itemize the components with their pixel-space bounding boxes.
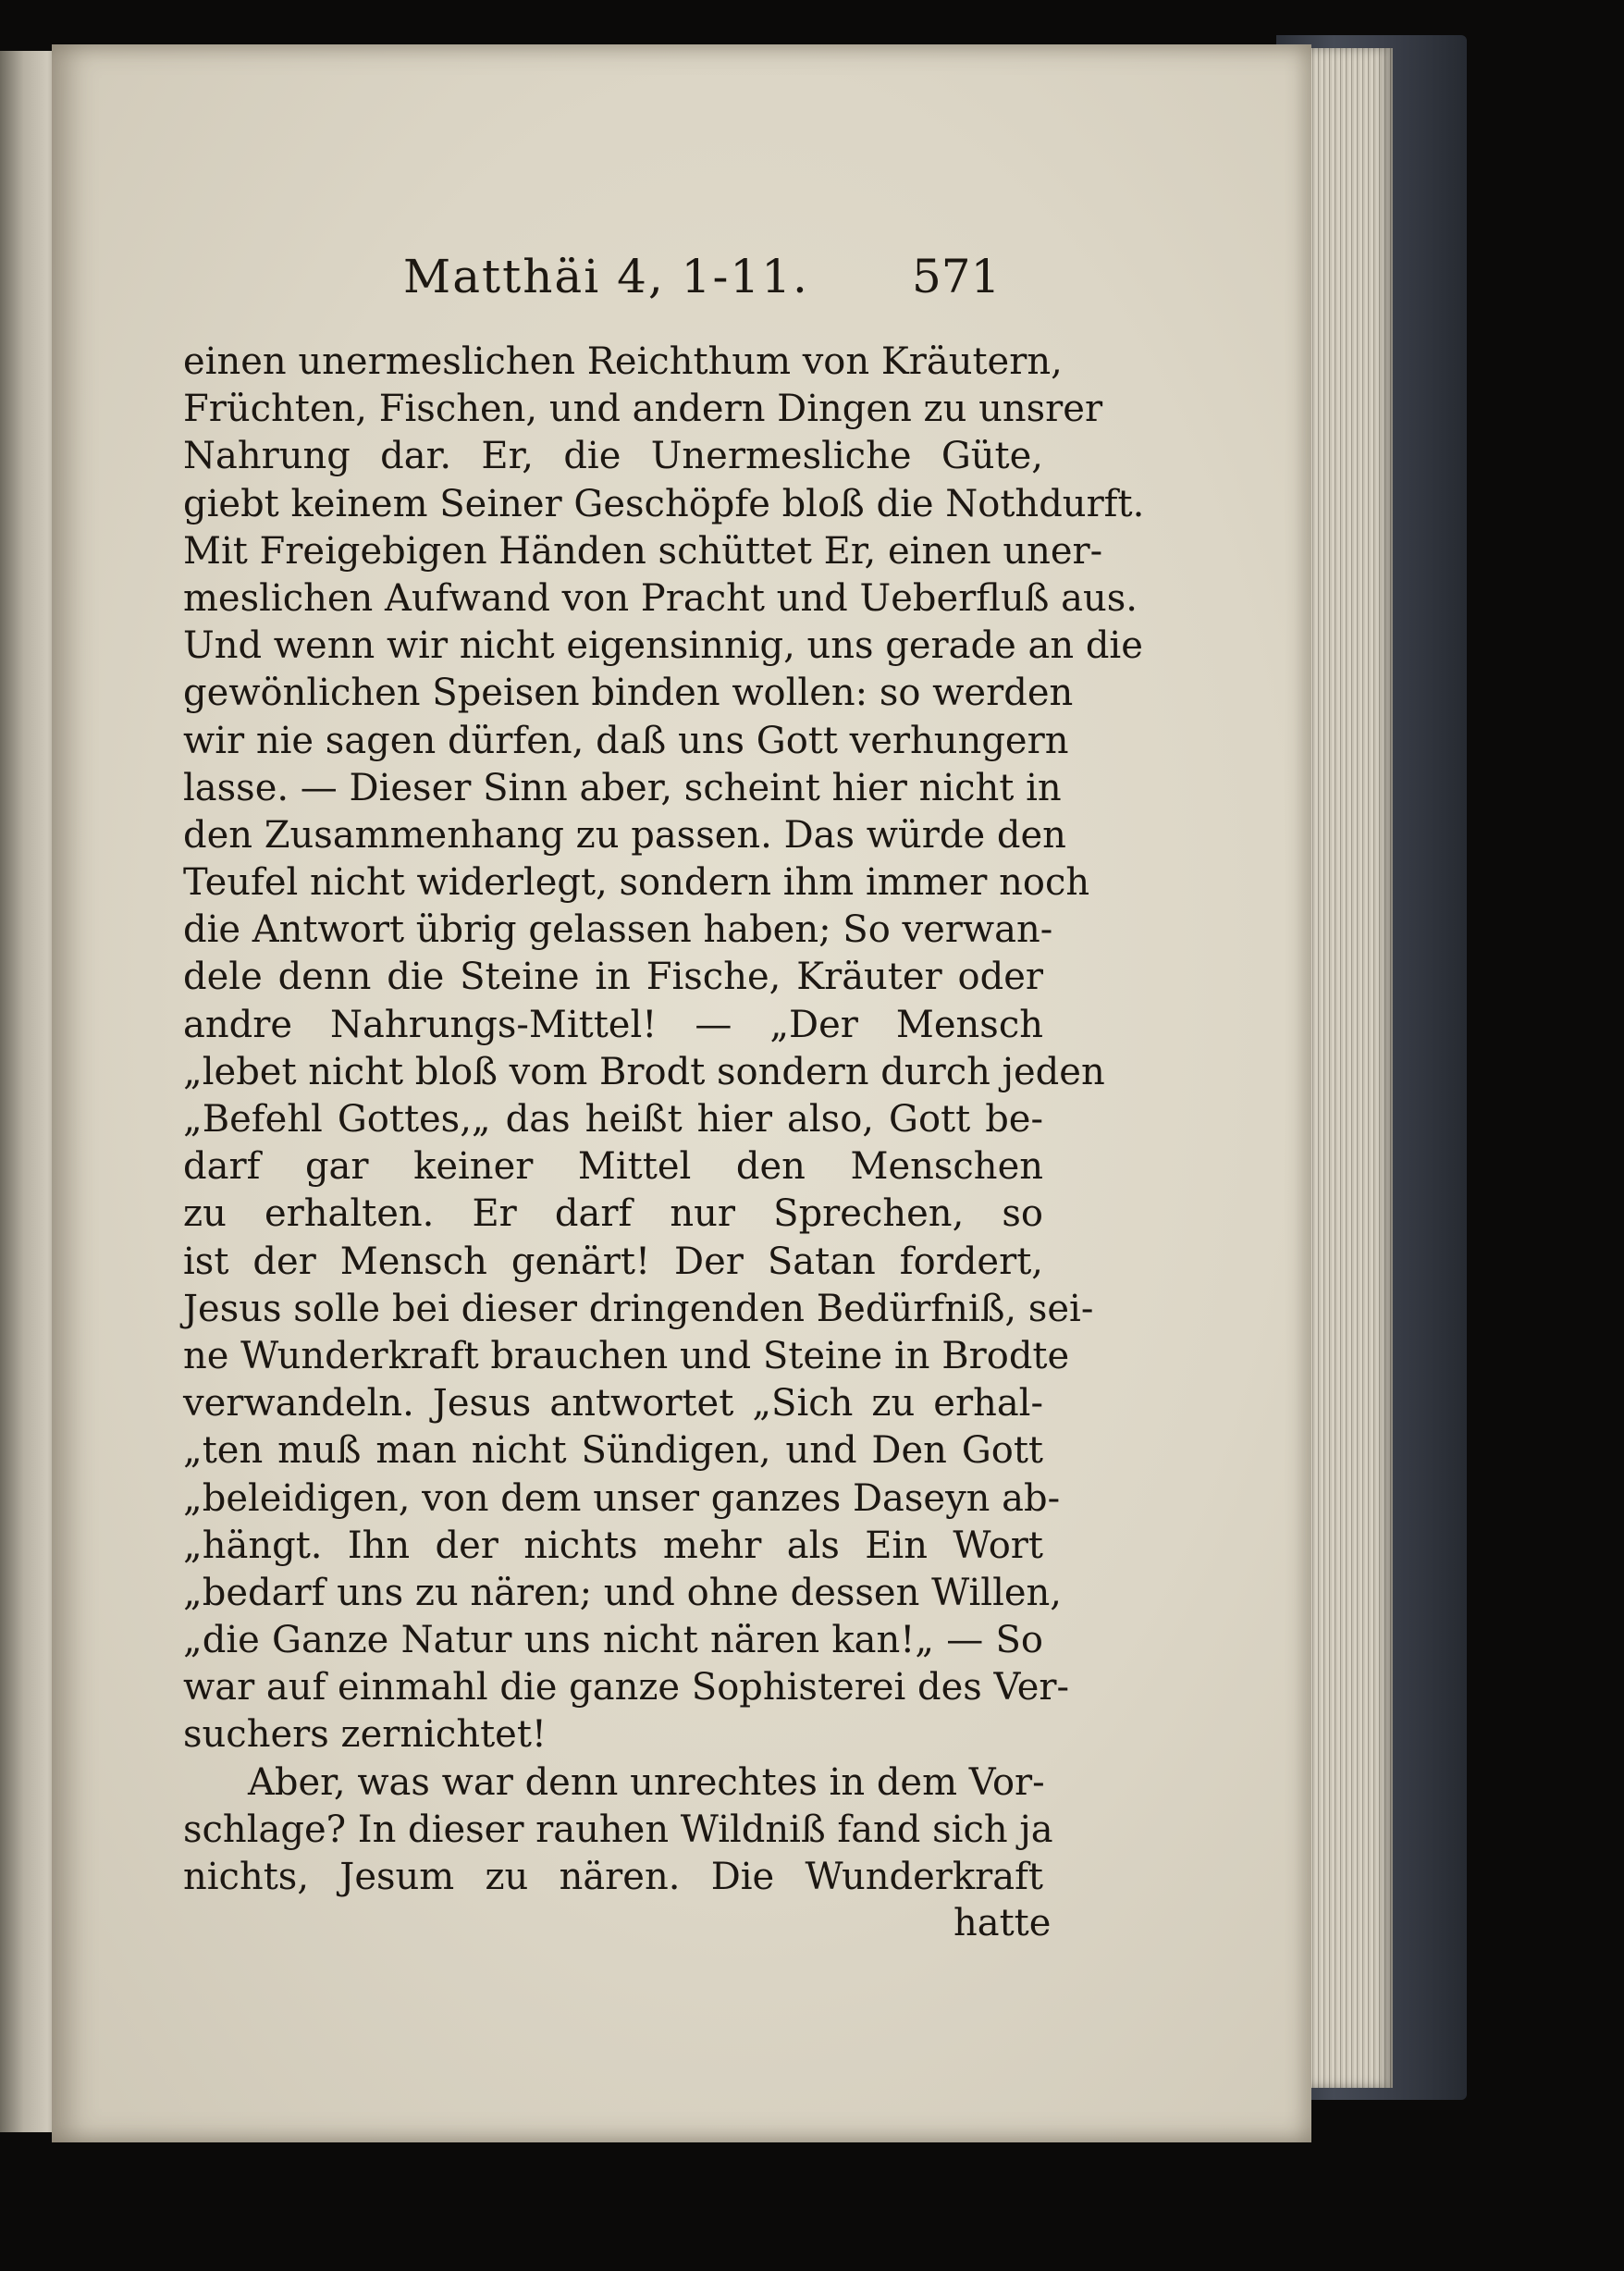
text-line: verwandeln. Jesus antwortet „Sich zu erhal- [183,1382,1043,1426]
text-line: meslichen Aufwand von Pracht und Ueberfluß aus. [183,576,1138,620]
text-line: Mit Freigebigen Händen schüttet Er, einen uner- [183,529,1103,573]
text-line: giebt keinem Seiner Geschöpfe bloß die Nothdurft. [183,482,1145,525]
text-line: „ten muß man nicht Sündigen, und Den Gott [183,1429,1043,1473]
text-line: nichts, Jesum zu nären. Die Wunderkraft [183,1856,1043,1898]
text-line: ne Wunderkraft brauchen und Steine in Brodte [183,1334,1070,1377]
text-line: dele denn die Steine in Fische, Kräuter oder [183,956,1043,999]
text-line: schlage? In dieser rauhen Wildniß fand sich ja [183,1808,1053,1851]
text-line: „bedarf uns zu nären; und ohne dessen Willen, [183,1571,1063,1614]
text-line: war auf einmahl die ganze Sophisterei des Ver- [183,1666,1070,1709]
text-line: zu erhalten. Er darf nur Sprechen, so [183,1192,1043,1236]
body-text [183,339,1145,1901]
catchword: hatte [953,1902,1052,1944]
page-header [403,250,1328,305]
text-line: „die Ganze Natur uns nicht nären kan!„ — So [183,1619,1043,1662]
text-line: „Befehl Gottes,„ das heißt hier also, Gott be- [183,1098,1043,1141]
text-line: gewönlichen Speisen binden wollen: so werden [183,672,1074,715]
text-line: darf gar keiner Mittel den Menschen [183,1145,1043,1189]
text-line: „beleidigen, von dem unser ganzes Daseyn ab- [183,1476,1061,1520]
text-line: wir nie sagen dürfen, daß uns Gott verhungern [183,719,1069,762]
text-line: lasse. — Dieser Sinn aber, scheint hier nicht in [183,766,1062,809]
text-line: Jesus solle bei dieser dringenden Bedürfniß, sei- [183,1287,1094,1330]
text-line: „hängt. Ihn der nichts mehr als Ein Wort [183,1524,1043,1567]
text-line: Früchten, Fischen, und andern Dingen zu unsrer [183,388,1103,431]
text-line: ist der Mensch genärt! Der Satan fordert, [183,1240,1043,1283]
page-number: 571 [912,250,1001,303]
text-line: einen unermeslichen Reichthum von Kräutern, [183,340,1063,383]
text-line: Aber, was war denn unrechtes in dem Vor- [248,1760,1045,1804]
text-line: Nahrung dar. Er, die Unermesliche Güte, [183,435,1043,478]
text-line: suchers zernichtet! [183,1713,547,1757]
text-line: Teufel nicht widerlegt, sondern ihm immer noch [183,861,1090,905]
text-line: andre Nahrungs-Mittel! — „Der Mensch [183,1003,1043,1046]
text-line: die Antwort übrig gelassen haben; So verwan- [183,908,1053,952]
book-page [52,44,1311,2142]
text-line: „lebet nicht bloß vom Brodt sondern durch jeden [183,1050,1105,1093]
facing-page-edge [0,51,59,2132]
text-line: den Zusammenhang zu passen. Das würde den [183,813,1066,857]
text-line: Und wenn wir nicht eigensinnig, uns gerade an die [183,624,1143,668]
running-head: Matthäi 4, 1-11. [403,250,809,303]
